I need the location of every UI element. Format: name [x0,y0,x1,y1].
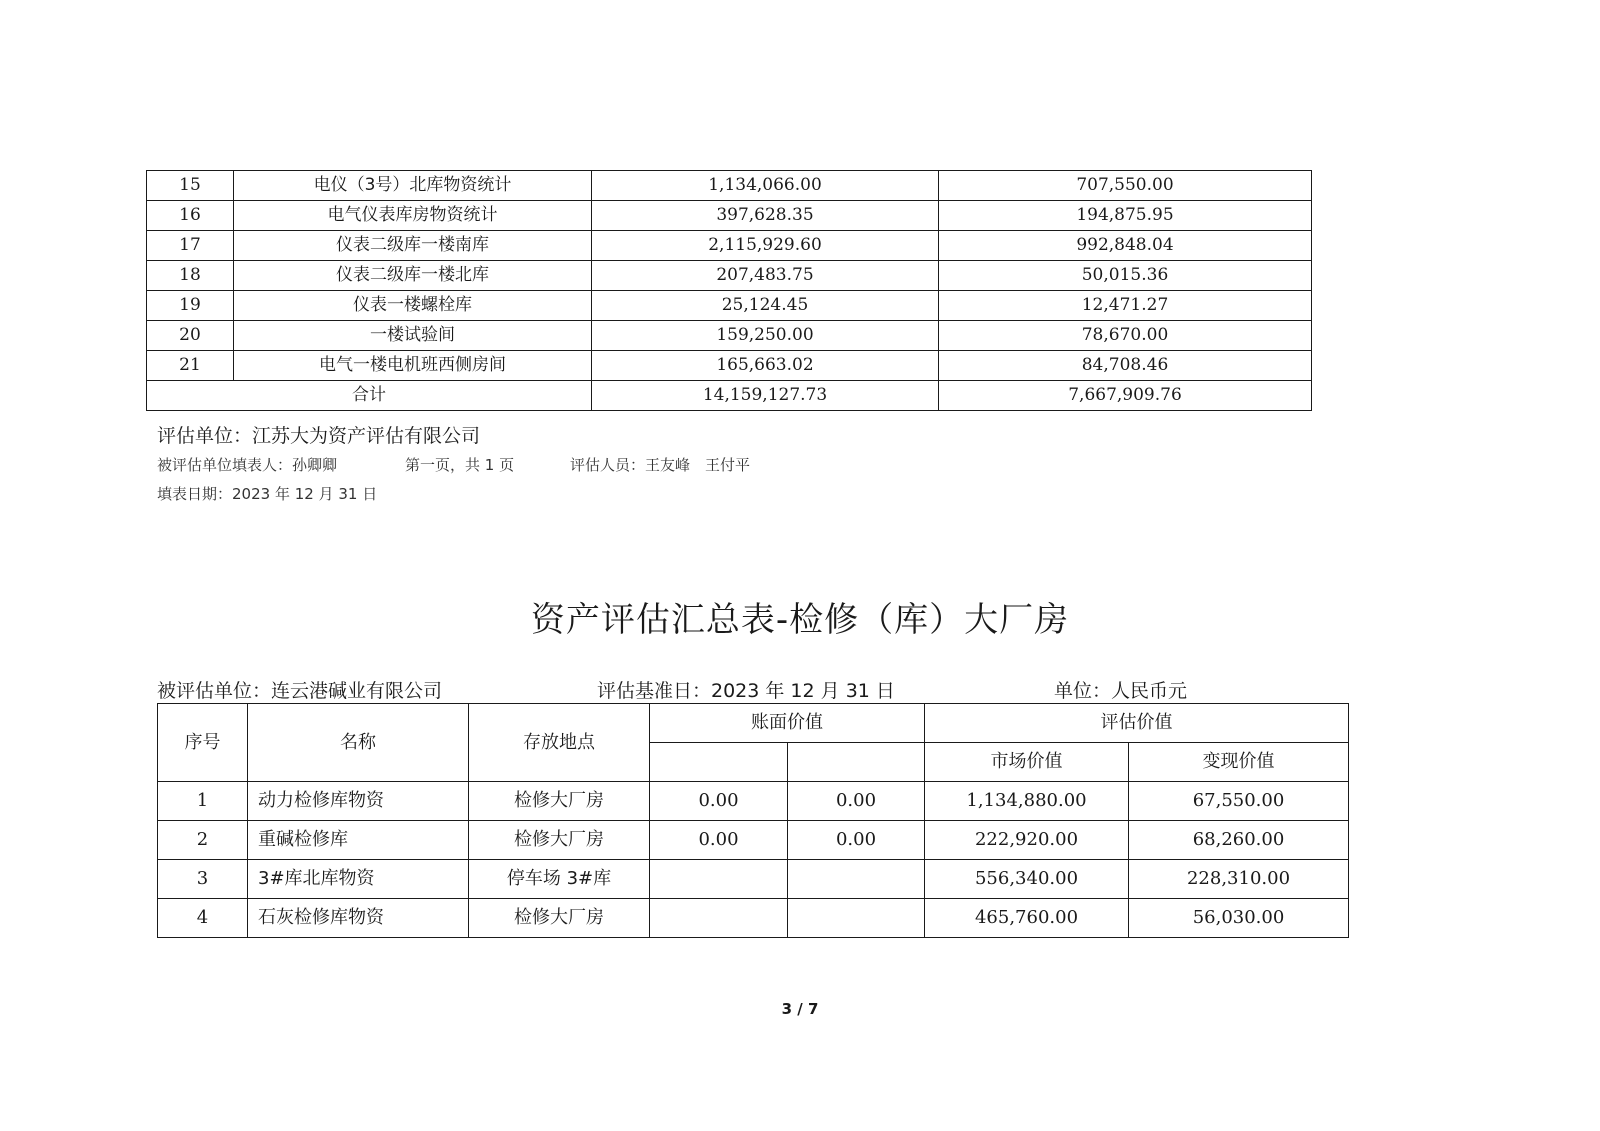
table-row [147,201,1312,231]
row-book-1 [650,899,788,938]
row-eval-value: 992,848.04 [939,231,1312,261]
row-book-value: 2,115,929.60 [592,231,939,261]
row-eval-value: 194,875.95 [939,201,1312,231]
header-row [158,704,1349,743]
row-realize: 56,030.00 [1129,899,1349,938]
row-name: 石灰检修库物资 [248,899,469,938]
row-number: 4 [158,899,248,938]
currency-unit: 单位：人民币元 [1054,680,1188,702]
row-location: 检修大厂房 [469,821,650,860]
row-number: 2 [158,821,248,860]
row-book-2 [788,899,925,938]
row-book-value: 397,628.35 [592,201,939,231]
total-book-value: 14,159,127.73 [592,381,939,411]
row-market: 1,134,880.00 [925,782,1129,821]
row-book-2: 0.00 [788,782,925,821]
row-market: 465,760.00 [925,899,1129,938]
row-name: 仪表二级库一楼南库 [234,231,592,261]
row-number: 15 [147,171,234,201]
evaluator-names: 评估人员：王友峰 王付平 [570,456,751,474]
table-row [147,261,1312,291]
header-market-value: 市场价值 [925,743,1129,782]
row-book-value: 159,250.00 [592,321,939,351]
table-row [147,231,1312,261]
header-book-sub-2 [788,743,925,782]
table-row [158,821,1349,860]
row-realize: 228,310.00 [1129,860,1349,899]
row-number: 3 [158,860,248,899]
row-book-value: 165,663.02 [592,351,939,381]
header-realize-value: 变现价值 [1129,743,1349,782]
inventory-table-continued [146,170,1312,411]
row-location: 检修大厂房 [469,782,650,821]
row-number: 21 [147,351,234,381]
header-eval-value: 评估价值 [925,704,1349,743]
evaluation-company: 评估单位：江苏大为资产评估有限公司 [157,425,481,447]
row-number: 16 [147,201,234,231]
evaluated-unit: 被评估单位：连云港碱业有限公司 [157,680,443,702]
row-market: 556,340.00 [925,860,1129,899]
table-row [147,351,1312,381]
table-meta [157,676,1357,702]
total-eval-value: 7,667,909.76 [939,381,1312,411]
row-book-value: 207,483.75 [592,261,939,291]
asset-summary-table [157,703,1349,938]
table-row [147,291,1312,321]
row-eval-value: 78,670.00 [939,321,1312,351]
row-eval-value: 50,015.36 [939,261,1312,291]
page-title: 资产评估汇总表-检修（库）大厂房 [530,600,1070,640]
row-book-1 [650,860,788,899]
row-realize: 67,550.00 [1129,782,1349,821]
fill-date: 填表日期：2023 年 12 月 31 日 [157,485,378,503]
row-name: 仪表二级库一楼北库 [234,261,592,291]
row-eval-value: 84,708.46 [939,351,1312,381]
row-number: 20 [147,321,234,351]
signature-line [157,454,750,475]
row-name: 电气一楼电机班西侧房间 [234,351,592,381]
row-eval-value: 12,471.27 [939,291,1312,321]
table-row [158,860,1349,899]
row-location: 停车场 3#库 [469,860,650,899]
row-name: 重碱检修库 [248,821,469,860]
header-location: 存放地点 [469,704,650,782]
row-book-value: 25,124.45 [592,291,939,321]
row-eval-value: 707,550.00 [939,171,1312,201]
row-name: 仪表一楼螺栓库 [234,291,592,321]
row-book-value: 1,134,066.00 [592,171,939,201]
page-count: 第一页，共 1 页 [405,456,515,474]
base-date: 评估基准日：2023 年 12 月 31 日 [597,680,895,702]
table-row [147,171,1312,201]
filler-name: 被评估单位填表人：孙卿卿 [157,456,338,474]
row-book-1: 0.00 [650,821,788,860]
row-number: 18 [147,261,234,291]
header-no: 序号 [158,704,248,782]
header-name: 名称 [248,704,469,782]
row-book-2: 0.00 [788,821,925,860]
row-book-2 [788,860,925,899]
header-book-value: 账面价值 [650,704,925,743]
page-number: 3 / 7 [781,1000,819,1018]
row-name: 电仪（3号）北库物资统计 [234,171,592,201]
row-name: 电气仪表库房物资统计 [234,201,592,231]
row-name: 动力检修库物资 [248,782,469,821]
header-book-sub-1 [650,743,788,782]
row-realize: 68,260.00 [1129,821,1349,860]
row-name: 一楼试验间 [234,321,592,351]
total-label: 合计 [147,381,592,411]
row-number: 17 [147,231,234,261]
row-number: 19 [147,291,234,321]
row-number: 1 [158,782,248,821]
table-row [147,321,1312,351]
table-row [158,782,1349,821]
table-row [158,899,1349,938]
total-row [147,381,1312,411]
row-book-1: 0.00 [650,782,788,821]
row-market: 222,920.00 [925,821,1129,860]
row-name: 3#库北库物资 [248,860,469,899]
row-location: 检修大厂房 [469,899,650,938]
